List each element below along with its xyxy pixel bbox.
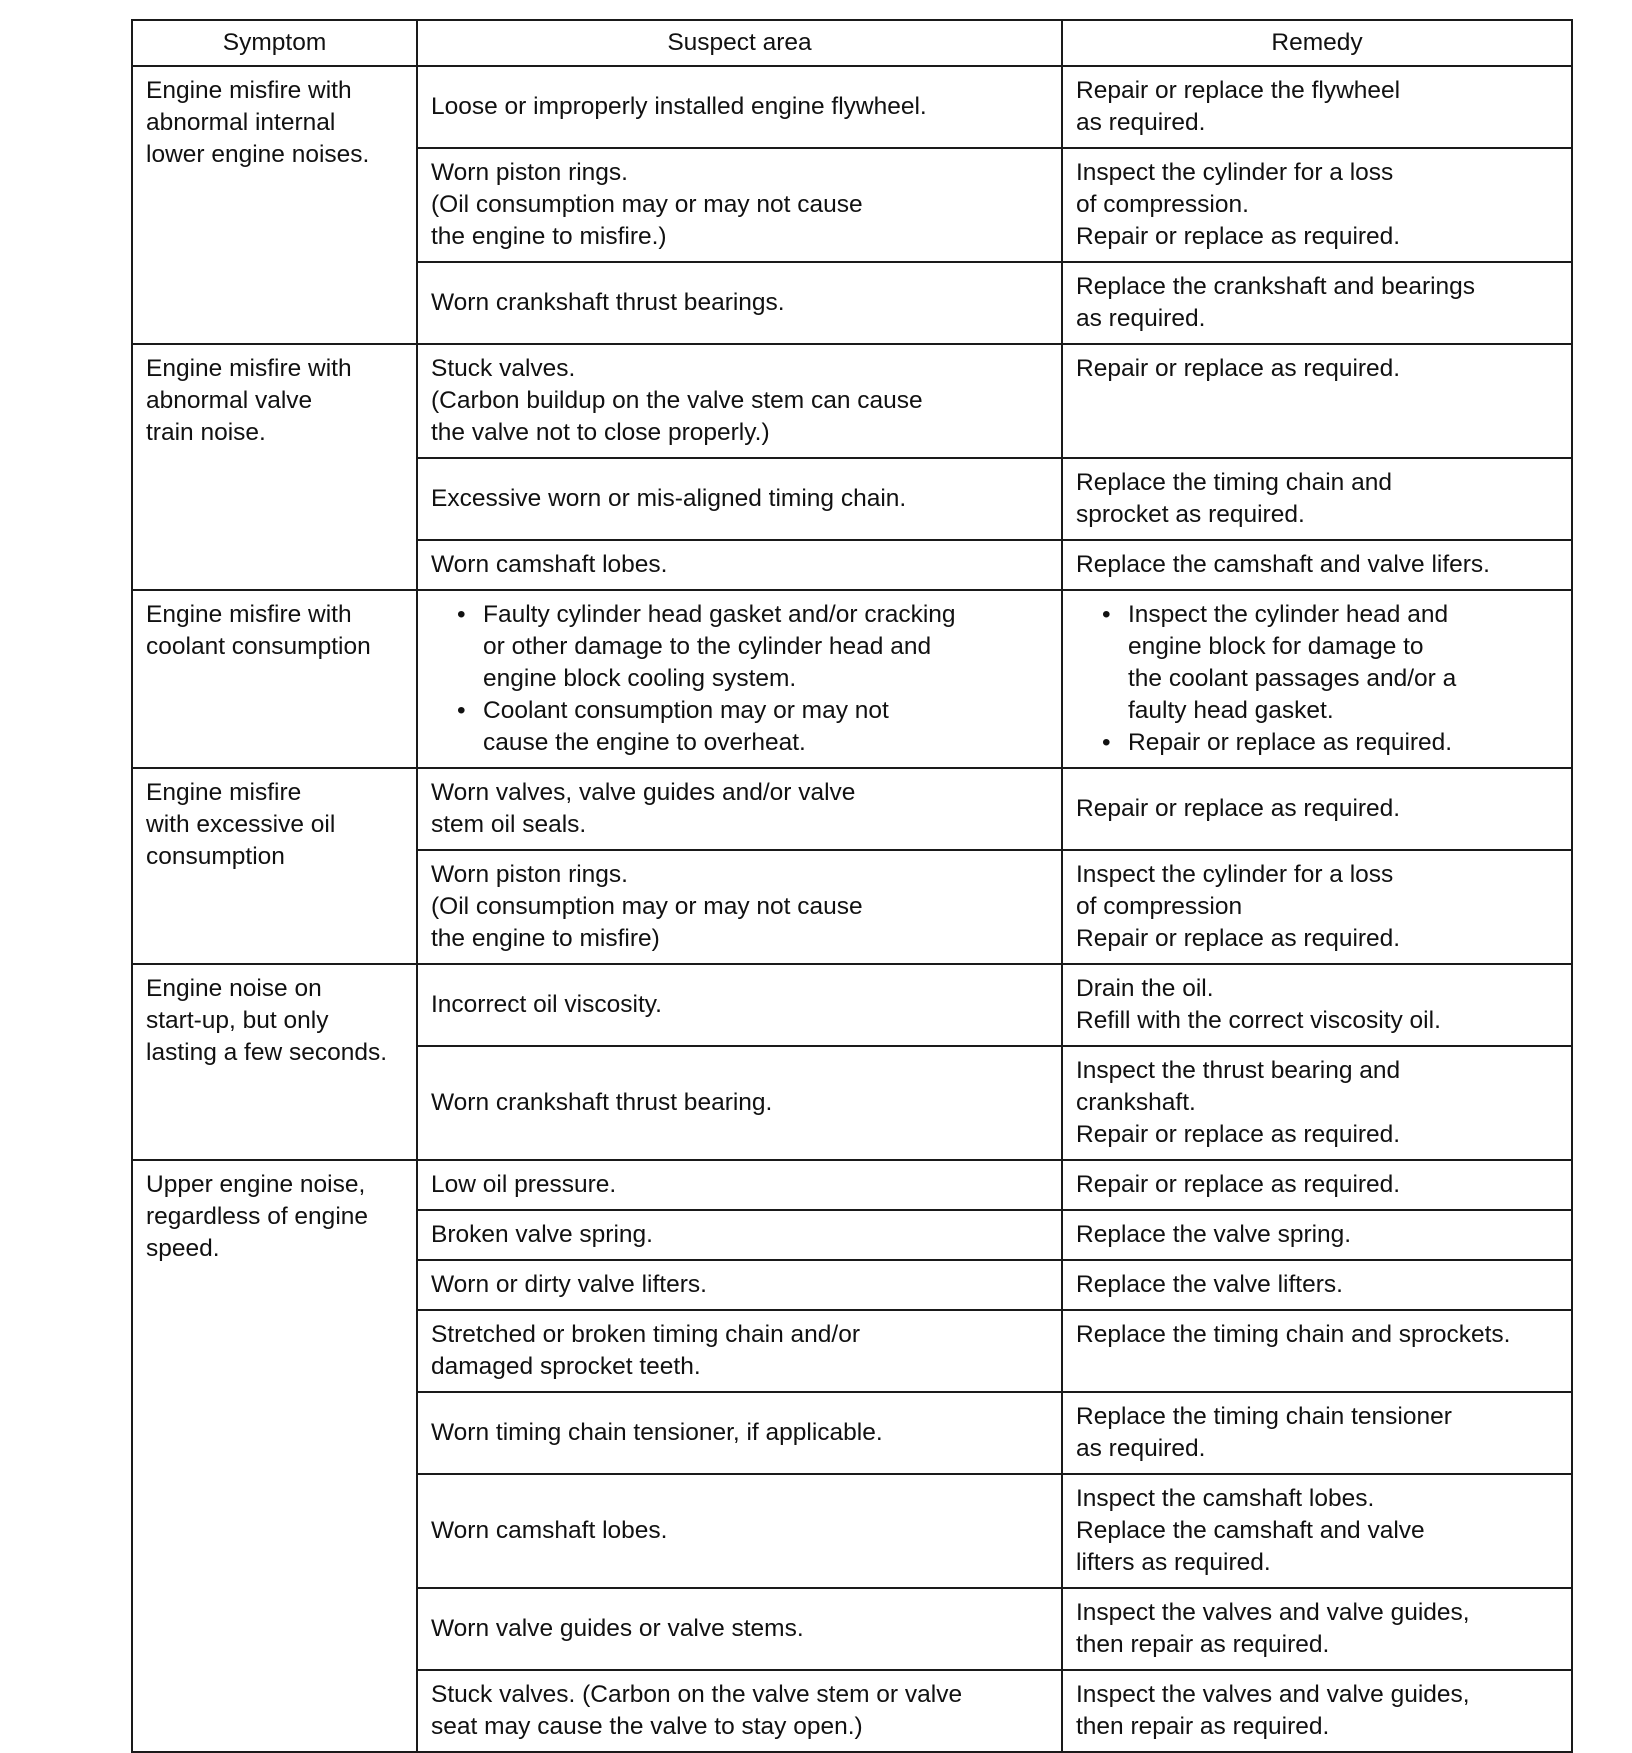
remedy-line: then repair as required. [1076,1713,1330,1740]
symptom-line: abnormal valve [146,387,313,414]
remedy-line: Replace the crankshaft and bearings [1076,273,1476,300]
remedy-line: Replace the valve lifters. [1076,1271,1343,1298]
suspect-line: (Oil consumption may or may not cause [431,191,863,218]
remedy-cell [1062,964,1572,1046]
suspect-area-cell [417,262,1062,344]
suspect-list [431,599,1049,759]
suspect-area-cell [417,1160,1062,1210]
remedy-line: Repair or replace as required. [1076,795,1401,822]
symptom-line: train noise. [146,419,266,446]
remedy-line: the coolant passages and/or a [1128,665,1457,692]
remedy-line: Inspect the cylinder for a loss [1076,861,1394,888]
remedy-line: Repair or replace as required. [1076,355,1401,382]
suspect-line: engine block cooling system. [483,665,797,692]
header-row [132,20,1572,66]
suspect-line: Worn camshaft lobes. [431,1517,668,1544]
suspect-line: Worn crankshaft thrust bearings. [431,289,785,316]
remedy-line: • Inspect the cylinder head and [1128,601,1449,628]
symptom-line: consumption [146,843,285,870]
remedy-line: • Repair or replace as required. [1128,729,1453,756]
symptom-line: Engine misfire with [146,77,352,104]
suspect-area-cell [417,1588,1062,1670]
suspect-line: Worn camshaft lobes. [431,551,668,578]
remedy-cell [1062,850,1572,964]
remedy-cell [1062,1160,1572,1210]
suspect-line: (Carbon buildup on the valve stem can cause [431,387,923,414]
symptom-cell [132,344,417,590]
remedy-line: Repair or replace as required. [1076,1121,1401,1148]
table-row [132,768,1572,850]
symptom-line: Upper engine noise, [146,1171,366,1198]
suspect-line: Excessive worn or mis-aligned timing chain. [431,485,907,512]
symptom-line: Engine noise on [146,975,322,1002]
suspect-line: Loose or improperly installed engine flywheel. [431,93,927,120]
header-remedy: Remedy [1062,20,1572,66]
header-suspect-area: Suspect area [417,20,1062,66]
suspect-area-cell [417,964,1062,1046]
remedy-cell [1062,1588,1572,1670]
remedy-cell [1062,768,1572,850]
symptom-cell [132,964,417,1160]
remedy-line: Replace the timing chain tensioner [1076,1403,1452,1430]
suspect-line: Worn timing chain tensioner, if applicable. [431,1419,883,1446]
suspect-line: cause the engine to overheat. [483,729,806,756]
suspect-line: • Coolant consumption may or may not [483,697,889,724]
suspect-area-cell [417,768,1062,850]
suspect-line: Stuck valves. [431,355,576,382]
remedy-cell [1062,1260,1572,1310]
remedy-line: lifters as required. [1076,1549,1271,1576]
symptom-cell [132,66,417,344]
remedy-line: Repair or replace the flywheel [1076,77,1401,104]
remedy-line: engine block for damage to [1128,633,1424,660]
table-row [132,66,1572,148]
suspect-area-cell [417,1310,1062,1392]
symptom-cell [132,590,417,768]
remedy-line: Refill with the correct viscosity oil. [1076,1007,1441,1034]
suspect-area-cell [417,1046,1062,1160]
remedy-line: sprocket as required. [1076,501,1305,528]
remedy-cell [1062,1046,1572,1160]
remedy-cell [1062,1670,1572,1752]
suspect-line: seat may cause the valve to stay open.) [431,1713,863,1740]
suspect-line: or other damage to the cylinder head and [483,633,932,660]
suspect-area-cell [417,458,1062,540]
symptom-line: with excessive oil [146,811,336,838]
remedy-line: Inspect the camshaft lobes. [1076,1485,1375,1512]
remedy-line: then repair as required. [1076,1631,1330,1658]
remedy-cell [1062,458,1572,540]
table-row [132,1160,1572,1210]
suspect-line: Low oil pressure. [431,1171,617,1198]
remedy-list [1076,599,1559,759]
remedy-bullet [1102,599,1559,727]
remedy-line: Repair or replace as required. [1076,223,1401,250]
table-body [132,66,1572,1752]
remedy-line: Replace the timing chain and sprockets. [1076,1321,1511,1348]
remedy-line: of compression [1076,893,1243,920]
symptom-line: Engine misfire with [146,601,352,628]
suspect-line: • Faulty cylinder head gasket and/or cracking [483,601,956,628]
remedy-cell [1062,66,1572,148]
remedy-line: Replace the camshaft and valve [1076,1517,1425,1544]
remedy-line: Replace the camshaft and valve lifers. [1076,551,1490,578]
suspect-area-cell [417,1474,1062,1588]
header-symptom: Symptom [132,20,417,66]
suspect-line: the engine to misfire.) [431,223,667,250]
suspect-area-cell [417,148,1062,262]
suspect-line: Worn piston rings. [431,861,628,888]
remedy-cell [1062,148,1572,262]
remedy-line: Repair or replace as required. [1076,1171,1401,1198]
suspect-area-cell [417,66,1062,148]
suspect-bullet [457,695,1049,759]
symptom-cell [132,768,417,964]
symptom-cell [132,1160,417,1752]
remedy-line: Inspect the cylinder for a loss [1076,159,1394,186]
remedy-line: crankshaft. [1076,1089,1196,1116]
suspect-line: Broken valve spring. [431,1221,653,1248]
table-row [132,964,1572,1046]
suspect-area-cell [417,1210,1062,1260]
remedy-line: as required. [1076,1435,1206,1462]
suspect-line: stem oil seals. [431,811,587,838]
suspect-bullet [457,599,1049,695]
suspect-area-cell [417,344,1062,458]
remedy-cell [1062,590,1572,768]
suspect-line: Incorrect oil viscosity. [431,991,662,1018]
remedy-line: Inspect the valves and valve guides, [1076,1599,1470,1626]
remedy-cell [1062,1474,1572,1588]
remedy-line: as required. [1076,109,1206,136]
remedy-line: of compression. [1076,191,1249,218]
suspect-line: (Oil consumption may or may not cause [431,893,863,920]
remedy-line: Replace the timing chain and [1076,469,1392,496]
suspect-area-cell [417,540,1062,590]
remedy-cell [1062,540,1572,590]
symptom-line: start-up, but only [146,1007,329,1034]
suspect-line: Worn piston rings. [431,159,628,186]
remedy-cell [1062,1392,1572,1474]
suspect-line: Stretched or broken timing chain and/or [431,1321,860,1348]
suspect-area-cell [417,1260,1062,1310]
remedy-line: Repair or replace as required. [1076,925,1401,952]
symptom-line: lasting a few seconds. [146,1039,388,1066]
diagnosis-table-container [131,19,1571,1753]
diagnosis-table [131,19,1573,1753]
symptom-line: speed. [146,1235,220,1262]
suspect-area-cell [417,590,1062,768]
remedy-cell [1062,1210,1572,1260]
remedy-line: as required. [1076,305,1206,332]
suspect-line: Worn valve guides or valve stems. [431,1615,804,1642]
remedy-line: Inspect the thrust bearing and [1076,1057,1401,1084]
suspect-area-cell [417,1392,1062,1474]
symptom-line: lower engine noises. [146,141,370,168]
suspect-line: Worn crankshaft thrust bearing. [431,1089,773,1116]
symptom-line: Engine misfire [146,779,302,806]
suspect-area-cell [417,1670,1062,1752]
symptom-line: abnormal internal [146,109,336,136]
remedy-cell [1062,1310,1572,1392]
remedy-line: Inspect the valves and valve guides, [1076,1681,1470,1708]
suspect-area-cell [417,850,1062,964]
suspect-line: damaged sprocket teeth. [431,1353,701,1380]
remedy-cell [1062,344,1572,458]
table-row [132,590,1572,768]
remedy-bullet [1102,727,1559,759]
symptom-line: coolant consumption [146,633,371,660]
suspect-line: Worn or dirty valve lifters. [431,1271,707,1298]
remedy-line: Drain the oil. [1076,975,1214,1002]
suspect-line: Worn valves, valve guides and/or valve [431,779,856,806]
remedy-line: Replace the valve spring. [1076,1221,1352,1248]
suspect-line: the engine to misfire) [431,925,660,952]
table-row [132,344,1572,458]
symptom-line: Engine misfire with [146,355,352,382]
symptom-line: regardless of engine [146,1203,369,1230]
remedy-line: faulty head gasket. [1128,697,1334,724]
suspect-line: Stuck valves. (Carbon on the valve stem or valve [431,1681,963,1708]
suspect-line: the valve not to close properly.) [431,419,770,446]
remedy-cell [1062,262,1572,344]
